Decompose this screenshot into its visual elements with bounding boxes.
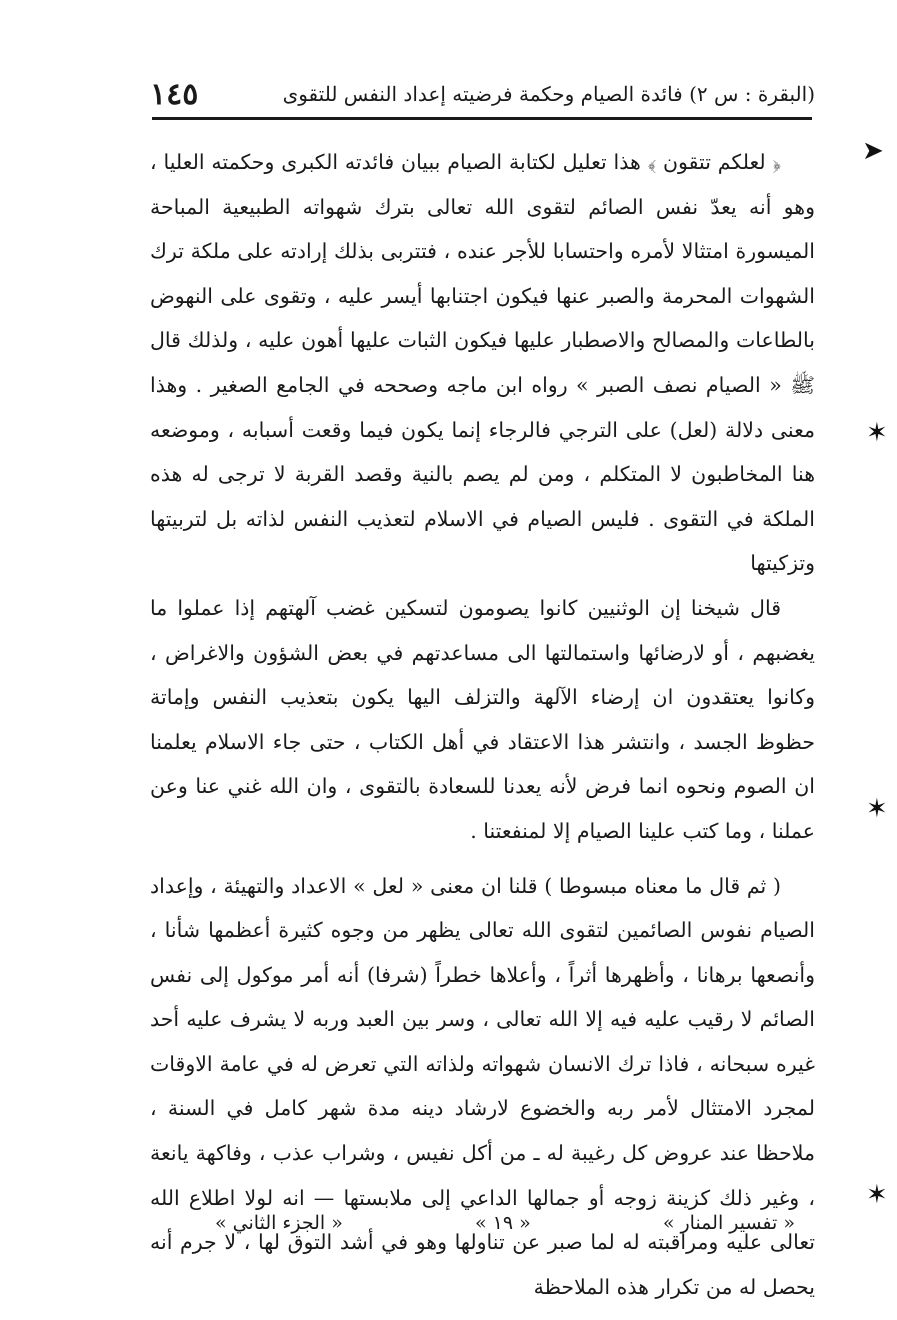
paragraph-1: ﴿ لعلكم تتقون ﴾ هذا تعليل لكتابة الصيام ببيان فائدته الكبرى وحكمته العليا ، وهو أنه يعدّ نفس الصائم لتقوى الله تعالى بترك شهواته الطبيعية المباحة الميسورة امتثالا لأمره واحتسابا للأجر عنده ، فتتربى بذلك إرادته على ملكة ترك الشهوات المحرمة والصبر عنها فيكون اجتنابها أيسر عليه ، وتقوى على النهوض بالطاعات والمصالح والاصطبار عليها فيكون الثبات عليها أهون عليه ، ولذلك قال ﷺ « الصيام نصف الصبر » رواه ابن ماجه وصححه في الجامع الصغير . وهذا معنى دلالة (لعل) على الترجي فالرجاء إنما يكون فيما وقعت أسبابه ، وموضعه هنا المخاطبون لا المتكلم ، ومن لم يصم بالنية وقصد القربة لا ترجى له هذه الملكة في التقوى . فليس الصيام في الاسلام لتعذيب النفس لذاته بل لتربيتها وتزكيتها [150, 150, 815, 576]
page-number: ١٤٥ [150, 76, 199, 112]
running-header [150, 74, 815, 114]
header-title: (البقرة : س ٢) فائدة الصيام وحكمة فرضيته إعداد النفس للتقوى [282, 82, 815, 106]
paragraph-2: قال شيخنا إن الوثنيين كانوا يصومون لتسكين غضب آلهتهم إذا عملوا ما يغضبهم ، أو لارضائها واستمالتها الى مساعدتهم في بعض الشؤون والاغراض ، وكانوا يعتقدون ان إرضاء الآلهة والتزلف اليها يكون بتعذيب النفس وإماتة حظوظ الجسد ، وانتشر هذا الاعتقاد في أهل الكتاب ، حتى جاء الاسلام يعلمنا ان الصوم ونحوه انما فرض لأنه يعدنا للسعادة بالتقوى ، وان الله غني عنا وعن عملنا ، وما كتب علينا الصيام إلا لمنفعتنا . [150, 595, 815, 843]
margin-marker-icon: ✶ [866, 794, 888, 824]
paragraph-3: ( ثم قال ما معناه مبسوطا ) قلنا ان معنى « لعل » الاعداد والتهيئة ، وإعداد الصيام نفوس الصائمين لتقوى الله تعالى يظهر من وجوه كثيرة أعظمها شأنا ، وأنصعها برهانا ، وأظهرها أثراً ، وأعلاها خطراً (شرفا) أنه أمر موكول إلى نفس الصائم لا رقيب عليه فيه إلا الله تعالى ، وسر بين العبد وربه لا يشرف عليه أحد غيره سبحانه ، فاذا ترك الانسان شهواته ولذاته التي تعرض له في عامة الاوقات لمجرد الامتثال لأمر ربه والخضوع لارشاد دينه مدة شهر كامل في السنة ، ملاحظا عند عروض كل رغيبة له ـ من أكل نفيس ، وشراب عذب ، وفاكهة يانعة ، وغير ذلك كزينة زوجه أو جمالها الداعي إلى ملابستها — انه لولا اطلاع الله تعالى عليه ومراقبته له لما صبر عن تناولها وهو في أشد التوق لها ، لا جرم أنه يحصل له من تكرار هذه الملاحظة [150, 873, 815, 1299]
footer-signature-number: « ١٩ » [474, 1212, 531, 1234]
header-rule [152, 117, 812, 120]
footer-volume: « الجزء الثاني » [215, 1212, 343, 1234]
footer-book-title: « تفسير المنار » [662, 1212, 795, 1234]
margin-marker-icon: ➤ [862, 136, 884, 166]
margin-marker-icon: ✶ [866, 1180, 888, 1210]
page-footer [215, 1208, 795, 1238]
margin-marker-icon: ✶ [866, 418, 888, 448]
